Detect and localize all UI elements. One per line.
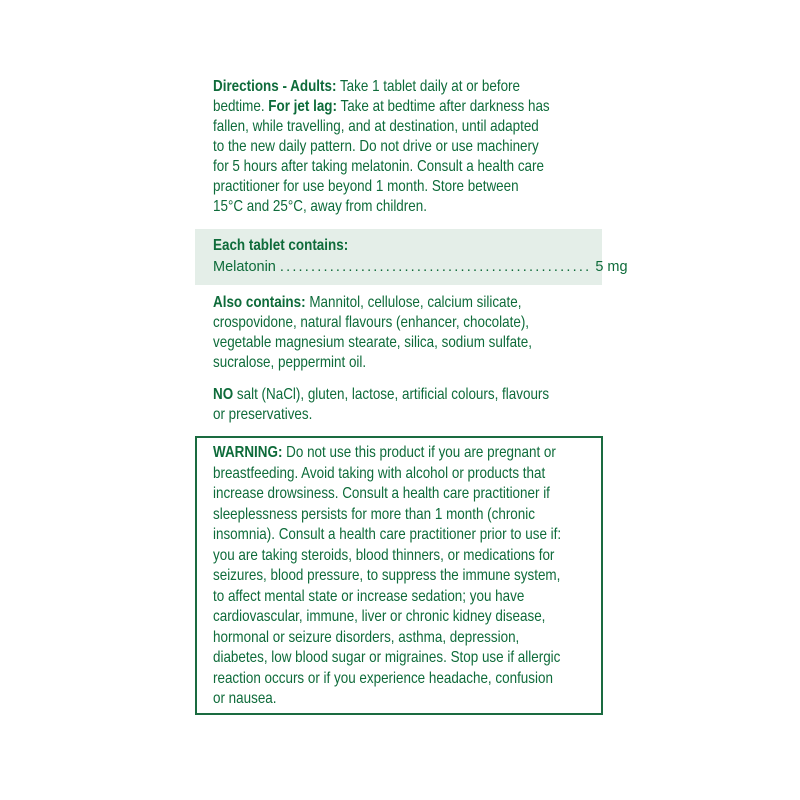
bold-heading: Directions - Adults:: [213, 78, 337, 95]
text-line: [213, 313, 532, 333]
text-line: [213, 628, 561, 649]
text-line: [213, 546, 561, 567]
text-line: [213, 97, 550, 117]
line-text: to the new daily pattern. Do not drive or use machinery: [213, 138, 539, 155]
also-contains-section: [213, 293, 532, 373]
line-text: you are taking steroids, blood thinners, or medications for: [213, 546, 555, 564]
line-text: sleeplessness persists for more than 1 month (chronic: [213, 505, 535, 523]
text-line: [213, 607, 561, 628]
bold-heading: Also contains:: [213, 294, 306, 311]
line-text: salt (NaCl), gluten, lactose, artificial colours, flavours: [233, 386, 550, 403]
line-text: for 5 hours after taking melatonin. Consult a health care: [213, 158, 544, 175]
line-text: Do not use this product if you are pregnant or: [282, 444, 556, 461]
line-text: crospovidone, natural flavours (enhancer, chocolate),: [213, 314, 530, 331]
ingredient-name: Melatonin: [213, 259, 276, 275]
text-line: [213, 566, 561, 587]
exclusions-section: [213, 385, 549, 425]
line-text: seizures, blood pressure, to suppress the immune system,: [213, 567, 561, 584]
warning-section: [213, 443, 561, 710]
text-line: [213, 443, 561, 464]
line-text: bedtime.: [213, 98, 269, 115]
line-text: or nausea.: [213, 690, 277, 707]
line-text: insomnia). Consult a health care practitioner prior to use if:: [213, 526, 562, 543]
line-text: to affect mental state or increase sedation; you have: [213, 587, 525, 605]
line-text: diabetes, low blood sugar or migraines. Stop use if allergic: [213, 649, 561, 666]
line-text: 15°C and 25°C, away from children.: [213, 198, 427, 215]
line-text: Take 1 tablet daily at or before: [336, 78, 521, 95]
text-line: [213, 197, 550, 217]
text-line: [213, 157, 550, 177]
text-line: [213, 689, 561, 710]
line-text: Take at bedtime after darkness has: [336, 98, 550, 115]
line-text: Mannitol, cellulose, calcium silicate,: [305, 294, 522, 311]
text-line: [213, 587, 561, 608]
ingredient-amount: 5 mg: [595, 259, 628, 275]
bold-heading: NO: [213, 386, 234, 403]
line-text: reaction occurs or if you experience headache, confusion: [213, 669, 553, 687]
line-text: increase drowsiness. Consult a health care practitioner if: [213, 485, 550, 502]
contains-title: Each tablet contains:: [213, 237, 349, 254]
text-line: [213, 77, 550, 97]
line-text: practitioner for use beyond 1 month. Store between: [213, 178, 519, 195]
ingredient-row: [213, 257, 628, 277]
text-line: [213, 464, 561, 485]
line-text: sucralose, peppermint oil.: [213, 354, 367, 371]
text-line: [213, 484, 561, 505]
line-text: cardiovascular, immune, liver or chronic kidney disease,: [213, 608, 546, 625]
text-line: [213, 333, 532, 353]
text-line: [213, 669, 561, 690]
text-line: [213, 525, 561, 546]
leader-dots: ..................................................: [279, 259, 592, 275]
text-line: [213, 385, 549, 405]
bold-heading: WARNING:: [213, 444, 283, 461]
text-line: [213, 405, 549, 425]
line-text: vegetable magnesium stearate, silica, sodium sulfate,: [213, 334, 532, 351]
bold-heading: For jet lag:: [268, 98, 337, 115]
text-line: [213, 177, 550, 197]
line-text: fallen, while travelling, and at destination, until adapted: [213, 118, 539, 135]
text-line: [213, 117, 550, 137]
text-line: [213, 353, 532, 373]
line-text: or preservatives.: [213, 406, 313, 423]
text-line: [213, 137, 550, 157]
text-line: [213, 293, 532, 313]
directions-section: [213, 77, 550, 217]
text-line: [213, 505, 561, 526]
line-text: breastfeeding. Avoid taking with alcohol or products that: [213, 464, 546, 482]
line-text: hormonal or seizure disorders, asthma, depression,: [213, 628, 520, 646]
text-line: [213, 648, 561, 669]
